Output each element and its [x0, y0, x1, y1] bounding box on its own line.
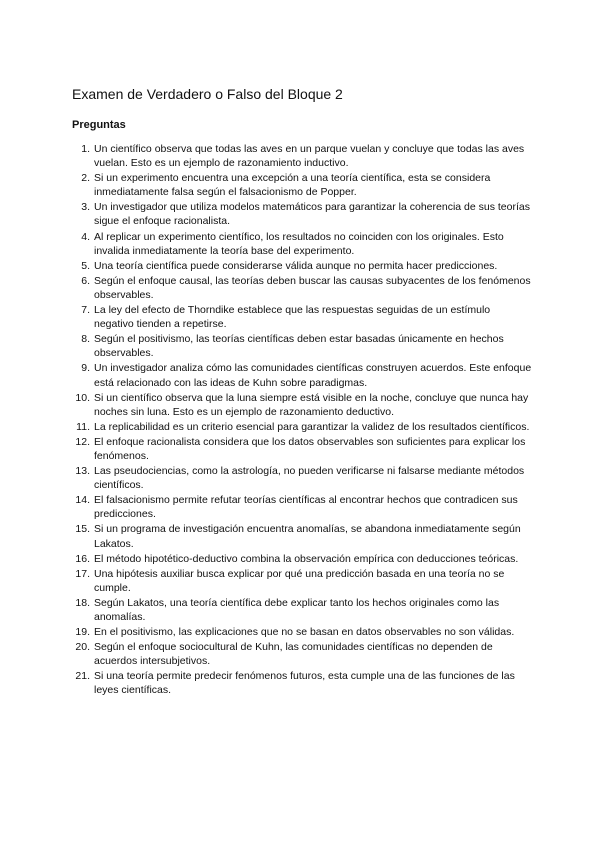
question-item — [72, 596, 532, 624]
question-text: Según el positivismo, las teorías científicas deben estar basadas únicamente en hechos observables. — [94, 333, 504, 360]
question-item — [72, 274, 532, 302]
question-number: 12. — [75, 435, 90, 448]
question-text: El falsacionismo permite refutar teorías científicas al encontrar hechos que contradicen sus predicciones. — [94, 494, 518, 521]
question-item — [72, 332, 532, 360]
question-number: 13. — [75, 465, 90, 478]
question-number: 17. — [75, 567, 90, 580]
question-item — [72, 567, 532, 595]
question-list — [72, 142, 532, 699]
question-item — [72, 142, 532, 170]
question-number: 1. — [81, 143, 90, 155]
question-text: El enfoque racionalista considera que los datos observables son suficientes para explicar los fenómenos. — [94, 435, 526, 462]
question-number: 5. — [81, 259, 90, 272]
question-item — [72, 522, 532, 550]
question-number: 19. — [75, 626, 90, 639]
question-text: Un científico observa que todas las aves en un parque vuelan y concluye que todas las aves vuelan. Esto es un ejemplo de razonamiento inductivo. — [94, 143, 525, 170]
question-item — [72, 552, 532, 566]
question-number: 18. — [75, 596, 90, 609]
question-text: La ley del efecto de Thorndike establece que las respuestas seguidas de un estímulo negativo tienden a repetirse. — [94, 304, 491, 331]
question-number: 6. — [81, 274, 90, 287]
question-text: Según el enfoque sociocultural de Kuhn, las comunidades científicas no dependen de acuerdos intersubjetivos. — [94, 641, 493, 668]
document-title: Examen de Verdadero o Falso del Bloque 2 — [72, 86, 343, 102]
question-item — [72, 200, 532, 228]
question-item — [72, 640, 532, 668]
question-number: 10. — [75, 391, 90, 404]
question-item — [72, 493, 532, 521]
question-number: 3. — [81, 201, 90, 214]
question-text: El método hipotético-deductivo combina la observación empírica con deducciones teóricas. — [94, 552, 519, 565]
question-item — [72, 303, 532, 331]
question-text: La replicabilidad es un criterio esencial para garantizar la validez de los resultados científicos. — [94, 420, 530, 433]
question-number: 4. — [81, 230, 90, 243]
question-text: En el positivismo, las explicaciones que no se basan en datos observables no son válidas. — [94, 626, 515, 639]
question-item — [72, 361, 532, 389]
question-item — [72, 259, 532, 273]
question-number: 15. — [75, 523, 90, 536]
question-number: 9. — [81, 362, 90, 375]
question-number: 7. — [81, 304, 90, 317]
question-text: Según el enfoque causal, las teorías deben buscar las causas subyacentes de los fenómenos observables. — [94, 274, 531, 301]
question-text: Una teoría científica puede considerarse válida aunque no permita hacer predicciones. — [94, 259, 498, 272]
question-item — [72, 391, 532, 419]
question-text: Si un científico observa que la luna siempre está visible en la noche, concluye que nunca hay noches sin luna. Esto es un ejemplo de razonamiento deductivo. — [94, 391, 529, 418]
question-text: Las pseudociencias, como la astrología, no pueden verificarse ni falsarse mediante métodos científicos. — [94, 465, 525, 492]
question-number: 16. — [75, 552, 90, 565]
question-item — [72, 420, 532, 434]
question-text: Según Lakatos, una teoría científica debe explicar tanto los hechos originales como las anomalías. — [94, 596, 500, 623]
question-item — [72, 435, 532, 463]
question-text: Un investigador que utiliza modelos matemáticos para garantizar la coherencia de sus teorías sigue el enfoque racionalista. — [94, 201, 530, 228]
question-item — [72, 464, 532, 492]
section-heading: Preguntas — [72, 119, 126, 131]
question-text: Si una teoría permite predecir fenómenos futuros, esta cumple una de las funciones de las leyes científicas. — [94, 670, 515, 697]
question-item — [72, 230, 532, 258]
question-text: Al replicar un experimento científico, los resultados no coinciden con los originales. Esto invalida inmediatamente la teoría base del experimento. — [94, 230, 504, 257]
question-text: Una hipótesis auxiliar busca explicar por qué una predicción basada en una teoría no se cumple. — [94, 567, 505, 594]
question-number: 21. — [75, 670, 90, 683]
question-number: 8. — [81, 333, 90, 346]
question-text: Si un programa de investigación encuentra anomalías, se abandona inmediatamente según Lakatos. — [94, 523, 521, 550]
question-number: 14. — [75, 494, 90, 507]
question-number: 20. — [75, 641, 90, 654]
question-item — [72, 669, 532, 697]
question-item — [72, 625, 532, 639]
question-number: 11. — [76, 420, 90, 433]
question-number: 2. — [81, 172, 90, 185]
question-item — [72, 171, 532, 199]
question-text: Un investigador analiza cómo las comunidades científicas construyen acuerdos. Este enfoque está relacionado con las ideas de Kuhn sobre paradigmas. — [94, 362, 532, 389]
question-text: Si un experimento encuentra una excepción a una teoría científica, esta se considera inmediatamente falsa según el falsacionismo de Popper. — [94, 172, 491, 199]
